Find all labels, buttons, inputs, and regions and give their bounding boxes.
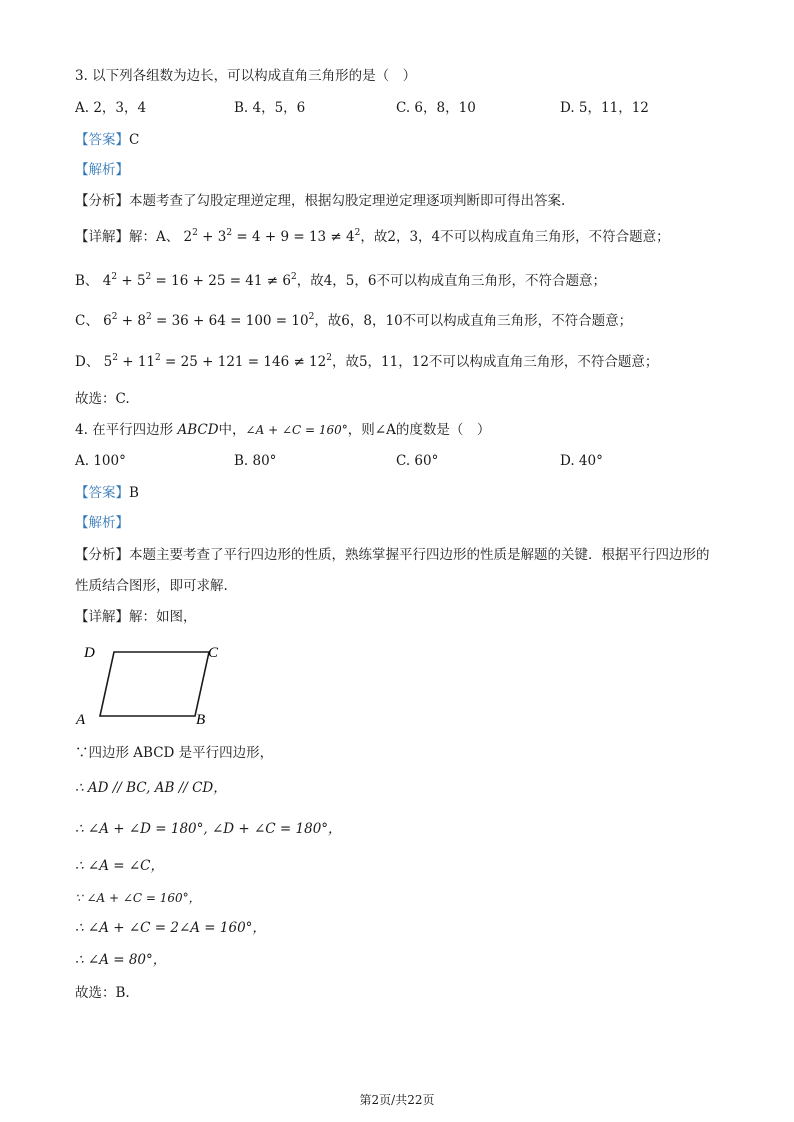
q4-answer-row — [75, 484, 139, 502]
q4-step-5: ∵ ∠A + ∠C = 160°， — [75, 891, 201, 905]
q4-fenxi-line1: 本题主要考查了平行四边形的性质，熟练掌握平行四边形的性质是解题的关键．根据平行四边形的 — [129, 547, 710, 563]
q4-option-d: D. 40° — [560, 453, 603, 469]
q3-fenxi-label: 【分析】 — [75, 193, 129, 209]
q3-fenxi: 本题考查了勾股定理逆定理，根据勾股定理逆定理逐项判断即可得出答案. — [129, 193, 566, 209]
q4-fenxi-label: 【分析】 — [75, 547, 129, 563]
q3-option-b: B. 4，5，6 — [234, 100, 306, 116]
q4-question-name: ABCD — [177, 422, 219, 438]
q4-question — [75, 421, 490, 439]
q4-step-4: ∴ ∠A = ∠C， — [75, 858, 164, 874]
q4-step-1: ∵四边形 ABCD 是平行四边形， — [75, 745, 274, 761]
q3-line-d-suffix: ，故5，11，12不可以构成直角三角形，不符合题意； — [331, 354, 659, 370]
vertex-label-a: A — [76, 712, 86, 728]
q4-answer: B — [129, 485, 139, 501]
q4-option-c: C. 60° — [396, 453, 439, 469]
q4-question-cond: ∠A + ∠C = 160° — [245, 423, 348, 437]
q3-line-a — [75, 228, 670, 246]
q4-conclusion: 故选：B. — [75, 985, 130, 1001]
q3-line-b-suffix: ，故4，5，6不可以构成直角三角形，不符合题意； — [296, 273, 606, 289]
q4-question-mid: 中， — [218, 422, 246, 438]
q3-option-c: C. 6，8，10 — [396, 100, 476, 116]
q4-step-7: ∴ ∠A = 80°， — [75, 952, 167, 968]
q3-formula-d: $5^2 + 11^2 = 25 + 121 = 146 \ne 12^2$ — [103, 352, 332, 370]
q4-xiangjie-label: 【详解】 — [75, 609, 129, 625]
q4-fenxi-row — [75, 546, 710, 564]
q4-xiangjie-intro: 解：如图， — [129, 609, 197, 625]
q4-question-post: ，则∠A的度数是（ ） — [347, 422, 491, 438]
q4-step-3: ∴ ∠A + ∠D = 180°, ∠D + ∠C = 180°， — [75, 821, 342, 837]
q4-question-pre: 4. 在平行四边形 — [75, 422, 174, 438]
q3-conclusion: 故选：C. — [75, 391, 130, 407]
q3-line-b-prefix: B、 — [75, 273, 99, 289]
q3-line-c — [75, 312, 632, 330]
vertex-label-c: C — [208, 645, 219, 661]
q3-question: 3. 以下列各组数为边长，可以构成直角三角形的是（ ） — [75, 68, 417, 84]
q4-analysis-label: 【解析】 — [75, 515, 129, 531]
vertex-label-d: D — [84, 645, 95, 661]
q3-formula-b: $4^2 + 5^2 = 16 + 25 = 41 \ne 6^2$ — [102, 271, 297, 289]
q4-step-6: ∴ ∠A + ∠C = 2∠A = 160°， — [75, 920, 266, 936]
q3-option-d: D. 5，11，12 — [560, 100, 649, 116]
q3-formula-c: $6^2 + 8^2 = 36 + 64 = 100 = 10^2$ — [103, 311, 315, 329]
q3-option-a: A. 2，3，4 — [75, 100, 147, 116]
q4-xiangjie-row — [75, 608, 197, 626]
q3-xiangjie-label: 【详解】 — [75, 229, 129, 245]
q3-answer: C — [129, 132, 140, 148]
q3-analysis-label: 【解析】 — [75, 162, 129, 178]
q3-line-d-prefix: D、 — [75, 354, 100, 370]
page-footer: 第2页/共22页 — [359, 1093, 435, 1107]
q3-formula-a: $2^2 + 3^2 = 4 + 9 = 13 \ne 4^2$ — [183, 227, 361, 245]
q3-line-b — [75, 272, 606, 290]
q3-line-d — [75, 353, 658, 371]
q3-answer-label: 【答案】 — [75, 132, 129, 148]
vertex-label-b: B — [196, 712, 206, 728]
parallelogram-figure — [70, 640, 240, 730]
q3-line-a-prefix: 解：A、 — [129, 229, 180, 245]
q4-option-a: A. 100° — [75, 453, 126, 469]
q4-answer-label: 【答案】 — [75, 485, 129, 501]
q4-option-b: B. 80° — [234, 453, 277, 469]
q3-answer-row — [75, 131, 139, 149]
q3-line-c-suffix: ，故6，8，10不可以构成直角三角形，不符合题意； — [314, 313, 633, 329]
q4-step-2: ∴ AD // BC, AB // CD， — [75, 780, 227, 796]
q3-line-a-suffix: ，故2，3，4不可以构成直角三角形，不符合题意； — [360, 229, 670, 245]
q3-fenxi-row — [75, 192, 565, 210]
parallelogram-shape — [100, 652, 209, 716]
q4-fenxi-line2: 性质结合图形，即可求解. — [75, 578, 228, 594]
q3-line-c-prefix: C、 — [75, 313, 99, 329]
